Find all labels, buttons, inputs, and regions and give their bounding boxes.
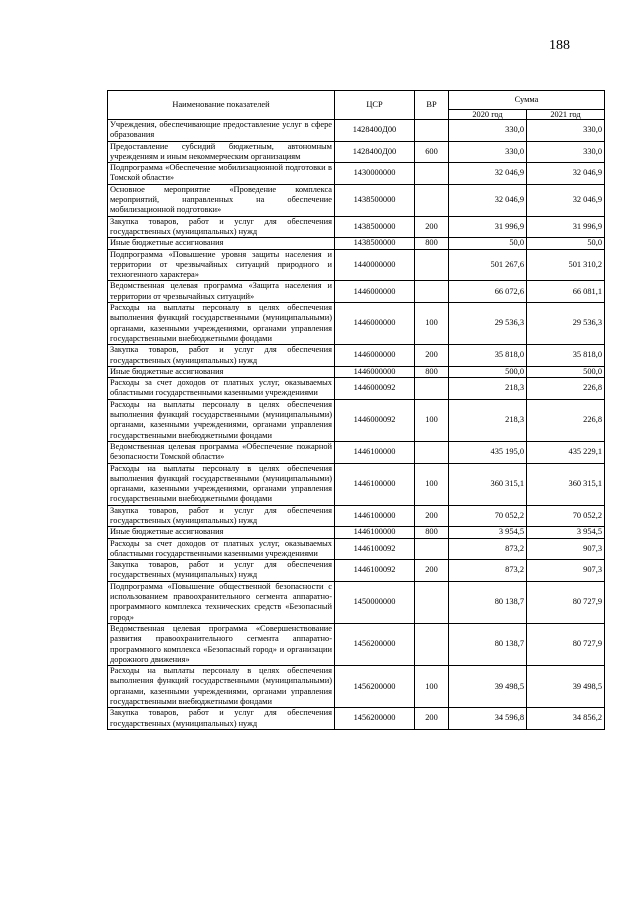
row-name: Предоставление субсидий бюджетным, автономным учреждениям и иным некоммерческим организациям [108,141,335,163]
row-name: Расходы на выплаты персоналу в целях обеспечения выполнения функций государственными (муниципальными) органами, казенными учреждениями, органами управления государственными внебюджетными фондами [108,463,335,505]
table-row [108,303,605,345]
row-name: Подпрограмма «Повышение уровня защиты населения и территории от чрезвычайных ситуаций природного и техногенного характера» [108,249,335,281]
header-name: Наименование показателей [108,91,335,120]
row-vr: 200 [415,345,449,367]
row-csr: 1438500000 [335,184,415,216]
row-sum-2020: 873,2 [449,538,527,560]
row-sum-2020: 3 954,5 [449,527,527,538]
row-sum-2020: 80 138,7 [449,623,527,665]
row-sum-2021: 66 081,1 [527,281,605,303]
table-body [108,120,605,730]
header-year-2021: 2021 год [527,110,605,120]
row-name: Закупка товаров, работ и услуг для обеспечения государственных (муниципальных) нужд [108,216,335,238]
row-sum-2020: 435 195,0 [449,441,527,463]
row-sum-2021: 435 229,1 [527,441,605,463]
row-sum-2021: 3 954,5 [527,527,605,538]
row-csr: 1446000000 [335,303,415,345]
row-name: Закупка товаров, работ и услуг для обеспечения государственных (муниципальных) нужд [108,505,335,527]
row-vr [415,184,449,216]
row-sum-2020: 218,3 [449,378,527,400]
row-sum-2021: 501 310,2 [527,249,605,281]
row-csr: 1446000000 [335,345,415,367]
row-csr: 1440000000 [335,249,415,281]
row-csr: 1446100000 [335,527,415,538]
row-vr [415,581,449,623]
row-name: Закупка товаров, работ и услуг для обеспечения государственных (муниципальных) нужд [108,708,335,730]
row-sum-2021: 80 727,9 [527,623,605,665]
row-sum-2020: 34 596,8 [449,708,527,730]
table-row [108,141,605,163]
row-sum-2021: 31 996,9 [527,216,605,238]
row-vr: 200 [415,216,449,238]
table-row [108,366,605,377]
row-csr: 1430000000 [335,163,415,185]
table-row [108,505,605,527]
row-csr: 1438500000 [335,238,415,249]
row-vr [415,378,449,400]
row-vr: 200 [415,505,449,527]
row-sum-2020: 360 315,1 [449,463,527,505]
table-row [108,463,605,505]
row-name: Закупка товаров, работ и услуг для обеспечения государственных (муниципальных) нужд [108,345,335,367]
table-row [108,216,605,238]
row-sum-2021: 29 536,3 [527,303,605,345]
row-sum-2020: 330,0 [449,141,527,163]
row-sum-2020: 330,0 [449,120,527,142]
row-sum-2021: 907,3 [527,560,605,582]
row-sum-2021: 70 052,2 [527,505,605,527]
budget-table [107,90,605,730]
header-csr: ЦСР [335,91,415,120]
row-name: Иные бюджетные ассигнования [108,527,335,538]
row-sum-2020: 70 052,2 [449,505,527,527]
row-csr: 1438500000 [335,216,415,238]
row-name: Иные бюджетные ассигнования [108,366,335,377]
row-sum-2021: 907,3 [527,538,605,560]
row-vr: 800 [415,366,449,377]
row-csr: 1446100092 [335,560,415,582]
row-sum-2020: 500,0 [449,366,527,377]
row-csr: 1446100000 [335,463,415,505]
table-row [108,378,605,400]
row-vr: 100 [415,666,449,708]
row-sum-2021: 80 727,9 [527,581,605,623]
row-name: Закупка товаров, работ и услуг для обеспечения государственных (муниципальных) нужд [108,560,335,582]
row-csr: 1428400Д00 [335,120,415,142]
row-name: Ведомственная целевая программа «Обеспечение пожарной безопасности Томской области» [108,441,335,463]
row-sum-2020: 80 138,7 [449,581,527,623]
row-sum-2021: 360 315,1 [527,463,605,505]
row-csr: 1446100000 [335,441,415,463]
header-sum: Сумма [449,91,605,110]
row-sum-2020: 32 046,9 [449,163,527,185]
row-sum-2021: 330,0 [527,120,605,142]
row-sum-2020: 873,2 [449,560,527,582]
row-sum-2020: 66 072,6 [449,281,527,303]
row-name: Основное мероприятие «Проведение комплекса мероприятий, направленных на обеспечение мобилизационной подготовки» [108,184,335,216]
row-vr [415,623,449,665]
table-row [108,399,605,441]
row-name: Расходы за счет доходов от платных услуг, оказываемых областными государственными казенными учреждениями [108,378,335,400]
row-csr: 1456200000 [335,708,415,730]
row-vr: 200 [415,708,449,730]
row-sum-2020: 501 267,6 [449,249,527,281]
row-vr: 600 [415,141,449,163]
table-row [108,281,605,303]
row-sum-2021: 34 856,2 [527,708,605,730]
header-vr: ВР [415,91,449,120]
row-name: Иные бюджетные ассигнования [108,238,335,249]
row-sum-2021: 35 818,0 [527,345,605,367]
row-csr: 1446000092 [335,399,415,441]
table-row [108,666,605,708]
table-row [108,345,605,367]
table-row [108,560,605,582]
table-row [108,184,605,216]
row-name: Ведомственная целевая программа «Защита населения и территории от чрезвычайных ситуаций» [108,281,335,303]
row-csr: 1428400Д00 [335,141,415,163]
row-sum-2020: 31 996,9 [449,216,527,238]
table-row [108,249,605,281]
row-vr: 800 [415,527,449,538]
row-csr: 1456200000 [335,623,415,665]
table-row [108,538,605,560]
header-year-2020: 2020 год [449,110,527,120]
table-row [108,238,605,249]
row-csr: 1446100092 [335,538,415,560]
row-vr: 200 [415,560,449,582]
row-sum-2020: 35 818,0 [449,345,527,367]
row-csr: 1456200000 [335,666,415,708]
row-name: Подпрограмма «Повышение общественной безопасности с использованием правоохранительного сегмента аппаратно-программного комплекса технических средств «Безопасный город» [108,581,335,623]
row-vr: 100 [415,303,449,345]
row-name: Расходы на выплаты персоналу в целях обеспечения выполнения функций государственными (муниципальными) органами, казенными учреждениями, органами управления государственными внебюджетными фондами [108,666,335,708]
row-sum-2021: 330,0 [527,141,605,163]
row-sum-2021: 32 046,9 [527,163,605,185]
table-row [108,441,605,463]
table-row [108,120,605,142]
row-csr: 1450000000 [335,581,415,623]
row-vr: 800 [415,238,449,249]
page-number: 188 [549,38,570,53]
row-sum-2020: 50,0 [449,238,527,249]
row-vr [415,163,449,185]
table-row [108,163,605,185]
row-vr [415,281,449,303]
row-sum-2021: 226,8 [527,378,605,400]
row-csr: 1446100000 [335,505,415,527]
row-vr [415,249,449,281]
row-sum-2021: 50,0 [527,238,605,249]
row-sum-2021: 500,0 [527,366,605,377]
row-vr [415,441,449,463]
row-csr: 1446000000 [335,281,415,303]
row-sum-2021: 32 046,9 [527,184,605,216]
row-name: Ведомственная целевая программа «Совершенствование развития правоохранительного сегмента аппаратно-программного комплекса «Безопасный город» и организации дорожного движения» [108,623,335,665]
table-row [108,581,605,623]
table-row [108,527,605,538]
table-row [108,708,605,730]
table-row [108,623,605,665]
row-vr: 100 [415,463,449,505]
row-name: Расходы за счет доходов от платных услуг, оказываемых областными государственными казенными учреждениями [108,538,335,560]
row-csr: 1446000000 [335,366,415,377]
row-sum-2021: 226,8 [527,399,605,441]
row-sum-2020: 39 498,5 [449,666,527,708]
row-vr [415,120,449,142]
row-name: Расходы на выплаты персоналу в целях обеспечения выполнения функций государственными (муниципальными) органами, казенными учреждениями, органами управления государственными внебюджетными фондами [108,303,335,345]
row-vr: 100 [415,399,449,441]
row-name: Расходы на выплаты персоналу в целях обеспечения выполнения функций государственными (муниципальными) органами, казенными учреждениями, органами управления государственными внебюджетными фондами [108,399,335,441]
row-csr: 1446000092 [335,378,415,400]
row-name: Учреждения, обеспечивающие предоставление услуг в сфере образования [108,120,335,142]
row-sum-2020: 218,3 [449,399,527,441]
row-vr [415,538,449,560]
row-sum-2020: 29 536,3 [449,303,527,345]
row-sum-2021: 39 498,5 [527,666,605,708]
row-sum-2020: 32 046,9 [449,184,527,216]
row-name: Подпрограмма «Обеспечение мобилизационной подготовки в Томской области» [108,163,335,185]
